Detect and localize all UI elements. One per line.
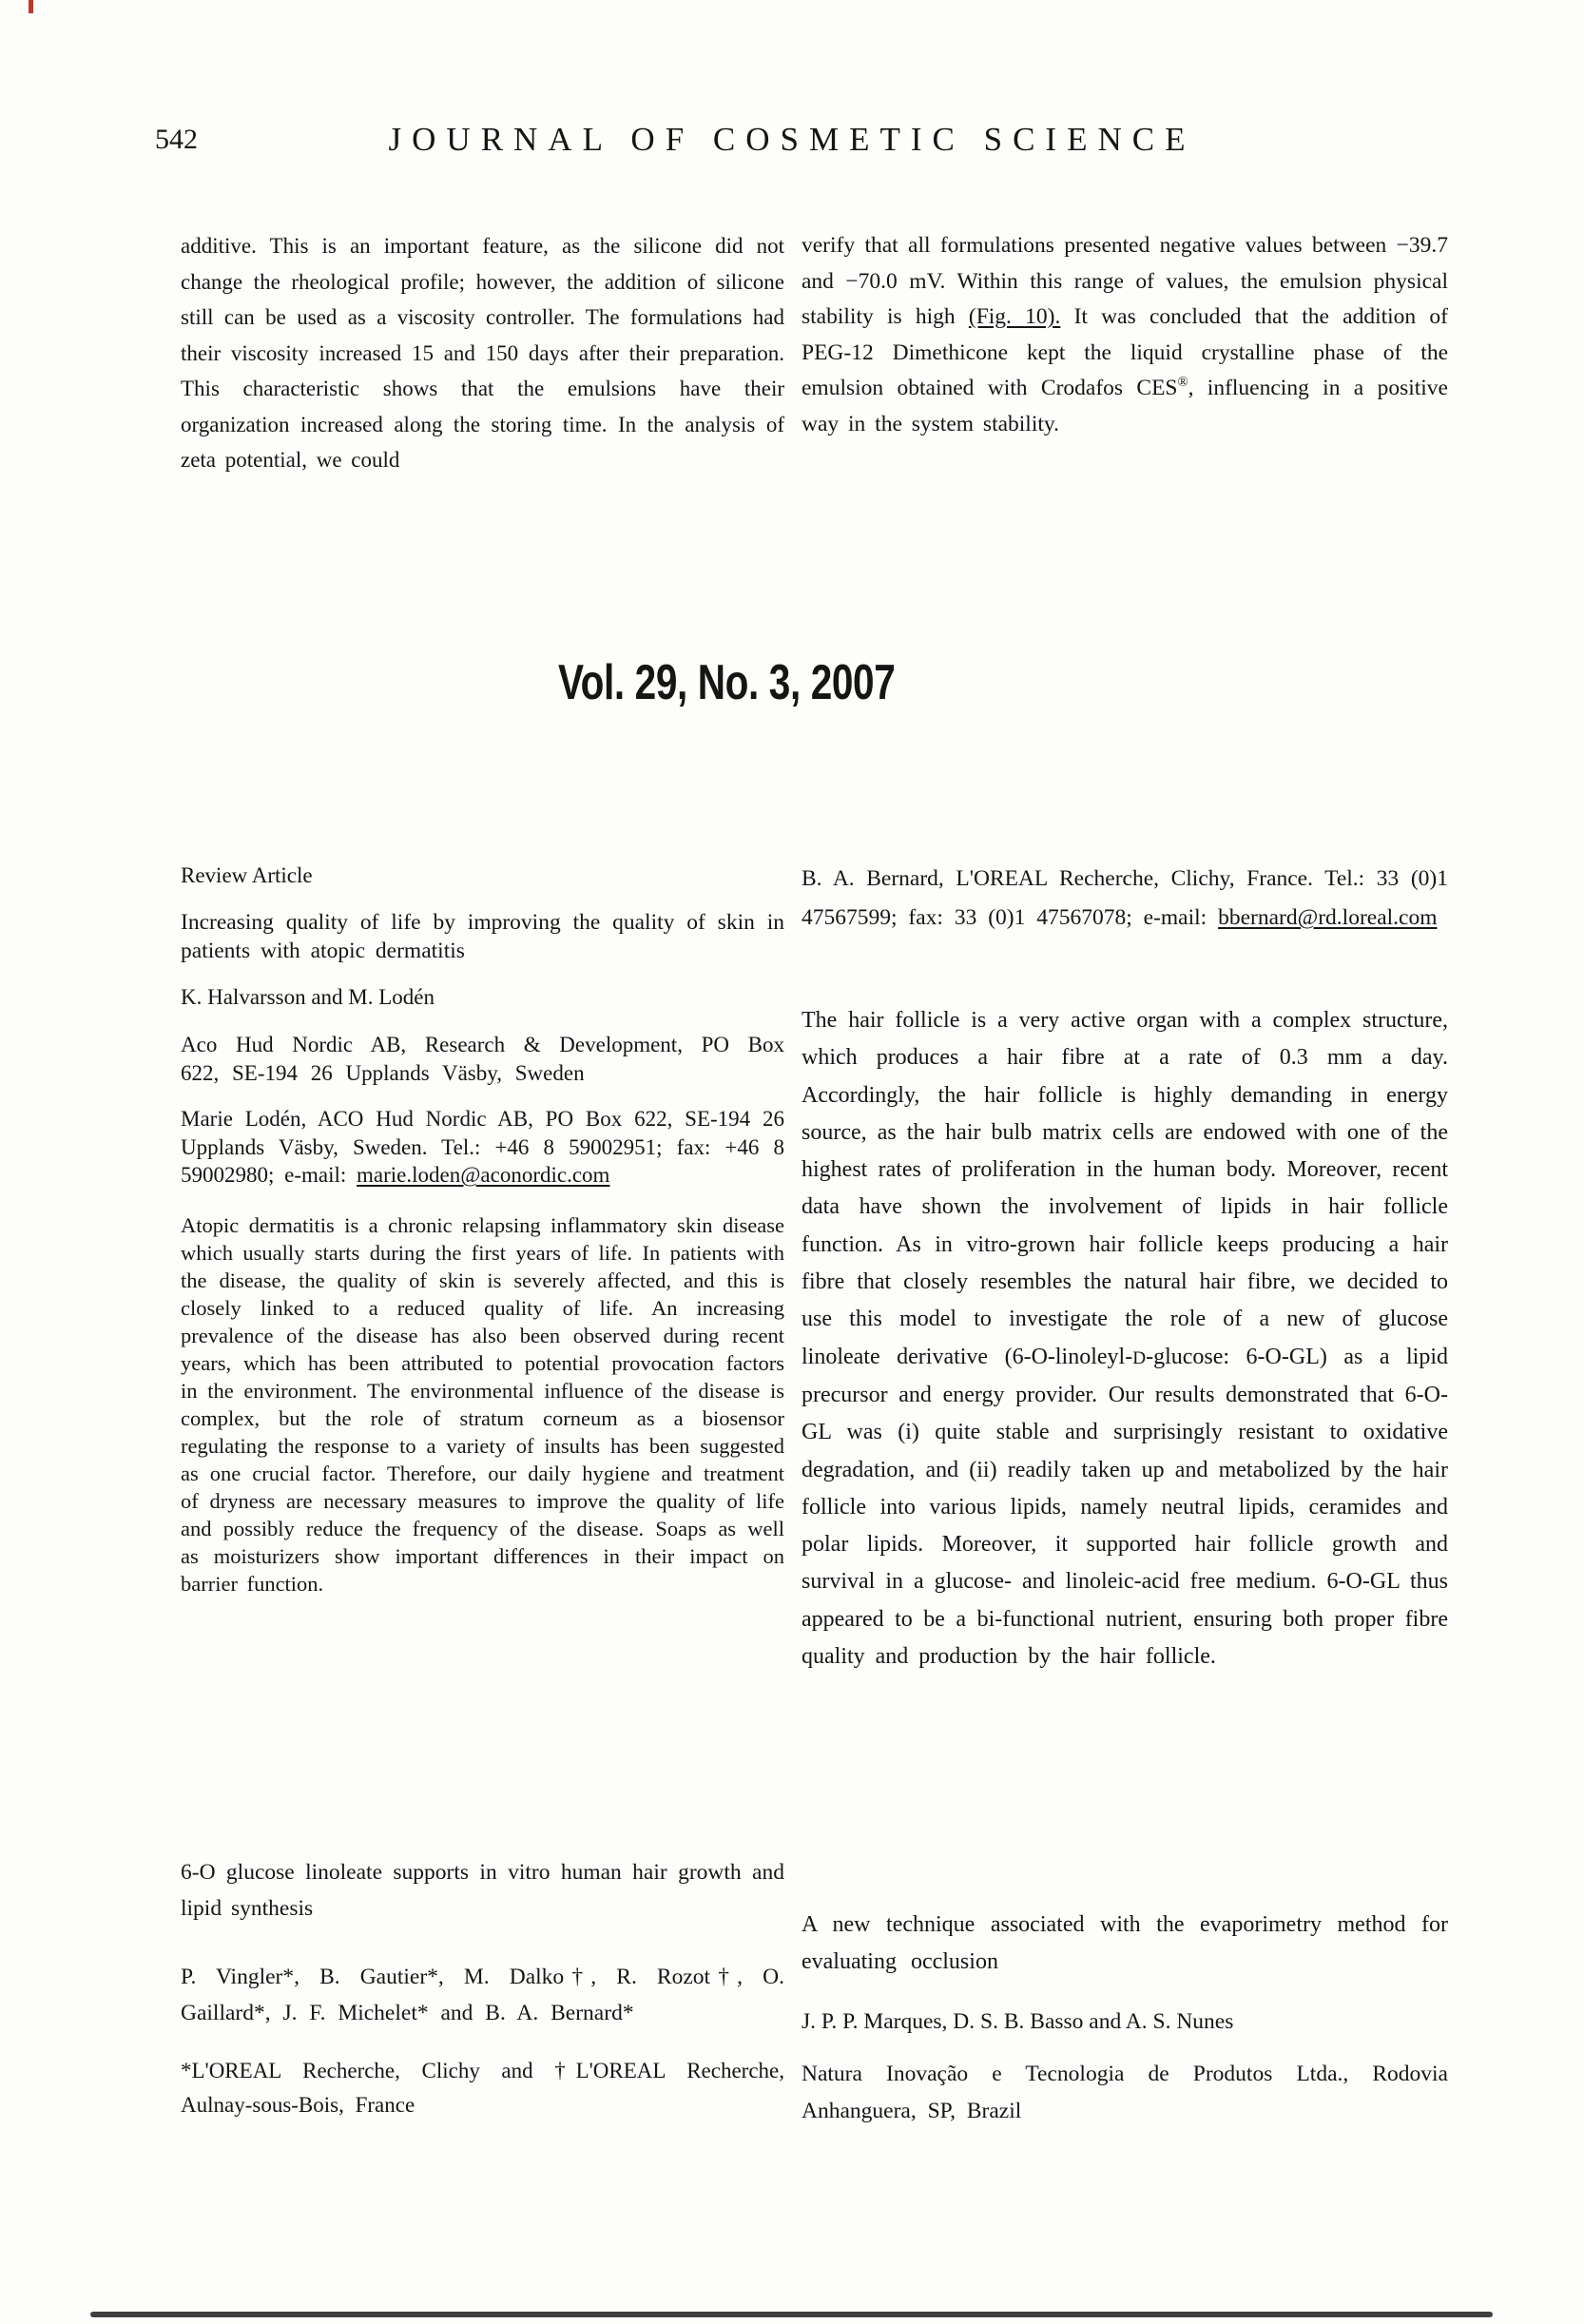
continued-article-right-column bbox=[802, 228, 1448, 442]
hair-abstract-part1: The hair follicle is a very active organ with a complex structure, which produces a hair fibre at a rate of 0.3 mm a day. Accordingly, the hair follicle is highly demanding in energy source, as the hair bulb matrix cells are endowed with one of the highest rates of proliferation in the human body. Moreover, recent data have shown the involvement of lipids in hair follicle function. As in vitro-grown hair follicle keeps producing a hair fibre that closely resembles the natural hair fibre, we decided to use this model to investigate the role of a new of glucose linoleate derivative (6-O-linoleyl- bbox=[802, 1008, 1448, 1369]
review-correspondence-email: marie.loden@aconordic.com bbox=[357, 1163, 610, 1187]
evaporimetry-article-authors: J. P. P. Marques, D. S. B. Basso and A. S. Nunes bbox=[802, 2009, 1234, 2034]
continued-article-text-part2: It was concluded that the addition of PEG-12 Dimethicone kept the liquid crystalline phase of the emulsion obtained with Crodafos CES bbox=[802, 304, 1448, 400]
review-article-abstract: Atopic dermatitis is a chronic relapsing inflammatory skin disease which usually starts during the first years of life. In patients with the disease, the quality of skin is severely affected, and this is closely linked to a reduced quality of life. An increasing prevalence of the disease has also been observed during recent years, which has been attributed to potential provocation factors in the environment. The environmental influence of the disease is complex, but the role of stratum corneum as a biosensor regulating the response to a variety of insults has been suggested as one crucial factor. Therefore, our daily hygiene and treatment of dryness are necessary measures to improve the quality of life and possibly reduce the frequency of the disease. Soaps as well as moisturizers show important differences in their impact on barrier function. bbox=[181, 1213, 784, 1596]
continued-article-text-part1: verify that all formulations presented negative values between −39.7 and −70.0 mV. Within this range of values, the emulsion physical stability is high bbox=[802, 233, 1448, 329]
page-number: 542 bbox=[155, 124, 198, 155]
journal-title: JOURNAL OF COSMETIC SCIENCE bbox=[388, 121, 1196, 158]
scan-corner-mark bbox=[29, 0, 33, 13]
evaporimetry-article-affiliation: Natura Inovação e Tecnologia de Produtos Ltda., Rodovia Anhanguera, SP, Brazil bbox=[802, 2062, 1448, 2123]
issue-heading bbox=[0, 655, 1453, 710]
review-correspondence-text: Marie Lodén, ACO Hud Nordic AB, PO Box 622, SE-194 26 Upplands Väsby, Sweden. Tel.: +46 8 59002951; fax: +46 8 59002980; e-mail: bbox=[181, 1107, 784, 1187]
registered-trademark-symbol: ® bbox=[1177, 375, 1188, 391]
review-article-title: Increasing quality of life by improving the quality of skin in patients with atopic dermatitis bbox=[181, 910, 784, 963]
review-article-correspondence bbox=[181, 1105, 784, 1190]
glucose-article-title: 6-O glucose linoleate supports in vitro human hair growth and lipid synthesis bbox=[181, 1860, 784, 1921]
glucose-article-authors: P. Vingler*, B. Gautier*, M. Dalko†, R. Rozot†, O. Gaillard*, J. F. Michelet* and B. A. Bernard* bbox=[181, 1965, 784, 2025]
figure-10-reference: (Fig. 10). bbox=[968, 304, 1061, 329]
scan-bottom-edge-line bbox=[90, 2312, 1493, 2317]
evaporimetry-article-title: A new technique associated with the evaporimetry method for evaluating occlusion bbox=[802, 1912, 1448, 1974]
review-article-label: Review Article bbox=[181, 863, 313, 887]
hair-correspondence-email: bbernard@rd.loreal.com bbox=[1218, 905, 1438, 930]
glucose-article-affiliations: *L'OREAL Recherche, Clichy and †L'OREAL Recherche, Aulnay-sous-Bois, France bbox=[181, 2059, 784, 2117]
hair-article-correspondence bbox=[802, 860, 1448, 938]
hair-abstract-part2: -glucose: 6-O-GL) as a lipid precursor and energy provider. Our results demonstrated that 6-O-GL was (i) quite stable and surprisingly resistant to oxidative degradation, and (ii) readily taken up and metabolized by the hair follicle into various lipids, namely neutral lipids, ceramides and polar lipids. Moreover, it supported hair follicle growth and survival in a glucose- and linoleic-acid free medium. 6-O-GL thus appeared to be a bi-functional nutrient, ensuring both proper fibre quality and production by the hair follicle. bbox=[802, 1344, 1448, 1670]
issue-heading-text: Vol. 29, No. 3, 2007 bbox=[557, 655, 896, 710]
hair-correspondence-text: B. A. Bernard, L'OREAL Recherche, Clichy, France. Tel.: 33 (0)1 47567599; fax: 33 (0)1 47567078; e-mail: bbox=[802, 866, 1448, 930]
continued-article-left-column: additive. This is an important feature, as the silicone did not change the rheological profile; however, the addition of silicone still can be used as a viscosity controller. The formulations had their viscosity increased 15 and 150 days after their preparation. This characteristic shows that the emulsions have their organization increased along the storing time. In the analysis of zeta potential, we could bbox=[181, 234, 784, 472]
hair-abstract-smallcap-d: D bbox=[1132, 1347, 1147, 1368]
hair-article-abstract bbox=[802, 1002, 1448, 1675]
review-article-affiliation: Aco Hud Nordic AB, Research & Development, PO Box 622, SE-194 26 Upplands Väsby, Sweden bbox=[181, 1033, 784, 1085]
continued-article-text-part3: , influencing in a positive way in the system stability. bbox=[802, 376, 1448, 436]
review-article-authors: K. Halvarsson and M. Lodén bbox=[181, 985, 435, 1009]
